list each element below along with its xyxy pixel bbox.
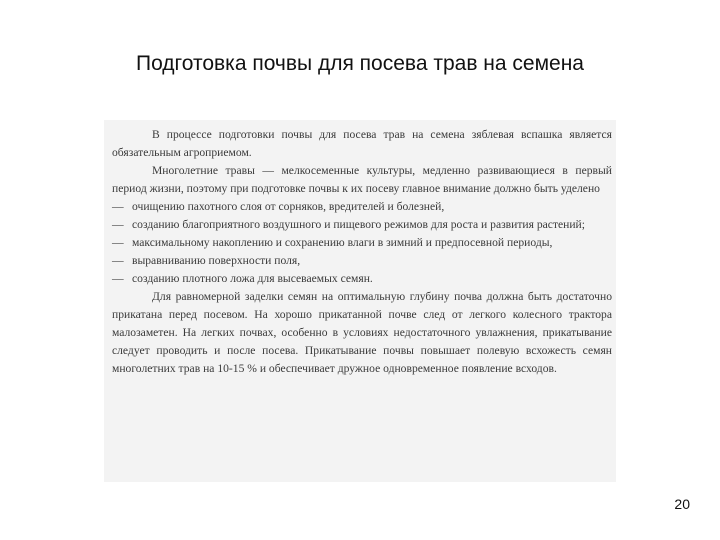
list-dash: — [112, 254, 124, 267]
list-item [112, 216, 612, 234]
list-item-text: выравниванию поверхности поля, [132, 254, 301, 267]
list-dash: — [112, 272, 124, 285]
list-item [112, 252, 612, 270]
list-dash: — [112, 218, 124, 231]
scanned-text-image [104, 120, 616, 482]
list-item-text: созданию благоприятного воздушного и пищевого режимов для роста и развития растений; [132, 218, 585, 231]
list-item [112, 198, 612, 216]
list-dash: — [112, 236, 124, 249]
list-item-text: максимальному накоплению и сохранению влаги в зимний и предпосевной периоды, [132, 236, 553, 249]
paragraph-perennial-grasses: Многолетние травы — мелкосеменные культуры, медленно развивающиеся в первый период жизни, поэтому при подготовке почвы к их посеву главное внимание должно быть уделено [112, 164, 612, 195]
list-item-text: созданию плотного ложа для высеваемых семян. [132, 272, 373, 285]
list-item [112, 270, 612, 288]
slide-title: Подготовка почвы для посева трав на семена [135, 52, 584, 75]
paragraph-rolling: Для равномерной заделки семян на оптимальную глубину почва должна быть достаточно прикатана перед посевом. На хорошо прикатанной почве след от легкого колесного трактора малозаметен. На легких почвах, особенно в условиях недостаточного увлажнения, прикатывание следует проводить и после посева. Прикатывание почвы повышает полевую всхожесть семян многолетних трав на 10-15 % и обеспечивает дружное одновременное появление всходов. [112, 290, 612, 375]
list-item [112, 234, 612, 252]
page-number: 20 [674, 496, 690, 512]
paragraph-intro: В процессе подготовки почвы для посева трав на семена зяблевая вспашка является обязательным агроприемом. [112, 128, 612, 159]
list-item-text: очищению пахотного слоя от сорняков, вредителей и болезней, [132, 200, 445, 213]
list-dash: — [112, 200, 124, 213]
